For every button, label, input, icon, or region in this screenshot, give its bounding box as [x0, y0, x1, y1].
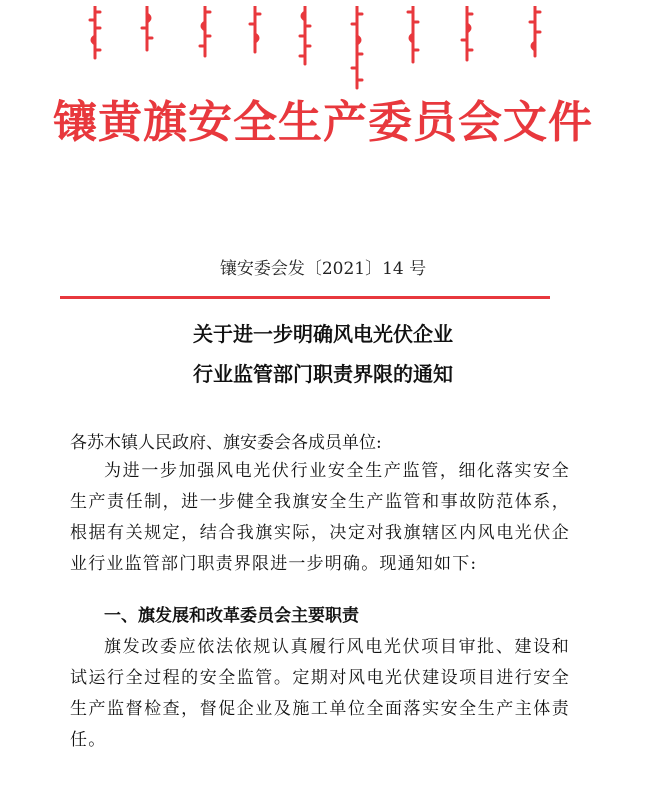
mongolian-glyph-column	[406, 6, 420, 68]
document-title-line-2: 行业监管部门职责界限的通知	[193, 362, 453, 386]
mongolian-script-header	[88, 6, 558, 96]
mongolian-glyph-column	[140, 6, 154, 56]
mongolian-glyph-column	[298, 6, 312, 70]
mongolian-glyph-column	[350, 6, 364, 94]
paragraph-section-1: 旗发改委应依法依规认真履行风电光伏项目审批、建设和试运行全过程的安全监管。定期对风电光伏建设项目进行安全生产监督检查，督促企业及施工单位全面落实安全生产主体责任。	[70, 637, 570, 750]
mongolian-glyph-column	[528, 6, 542, 62]
mongolian-glyph-column	[248, 6, 262, 58]
mongolian-glyph-column	[460, 6, 474, 66]
paragraph-intro: 为进一步加强风电光伏行业安全生产监管，细化落实安全生产责任制，进一步健全我旗安全生产监管和事故防范体系，根据有关规定，结合我旗实际，决定对我旗辖区内风电光伏企业行业监管部门职责界限进一步明确。现通知如下:	[70, 461, 570, 574]
document-number: 镶安委会发〔2021〕14 号	[219, 259, 427, 279]
section-heading-1: 一、旗发展和改革委员会主要职责	[104, 606, 359, 626]
mongolian-glyph-column	[88, 6, 102, 66]
mongolian-glyph-column	[198, 6, 212, 64]
document-title-line-1: 关于进一步明确风电光伏企业	[193, 322, 453, 346]
salutation: 各苏木镇人民政府、旗安委会各成员单位:	[70, 433, 382, 453]
red-divider-line	[60, 296, 550, 299]
document-masthead: 镶黄旗安全生产委员会文件	[53, 97, 593, 148]
